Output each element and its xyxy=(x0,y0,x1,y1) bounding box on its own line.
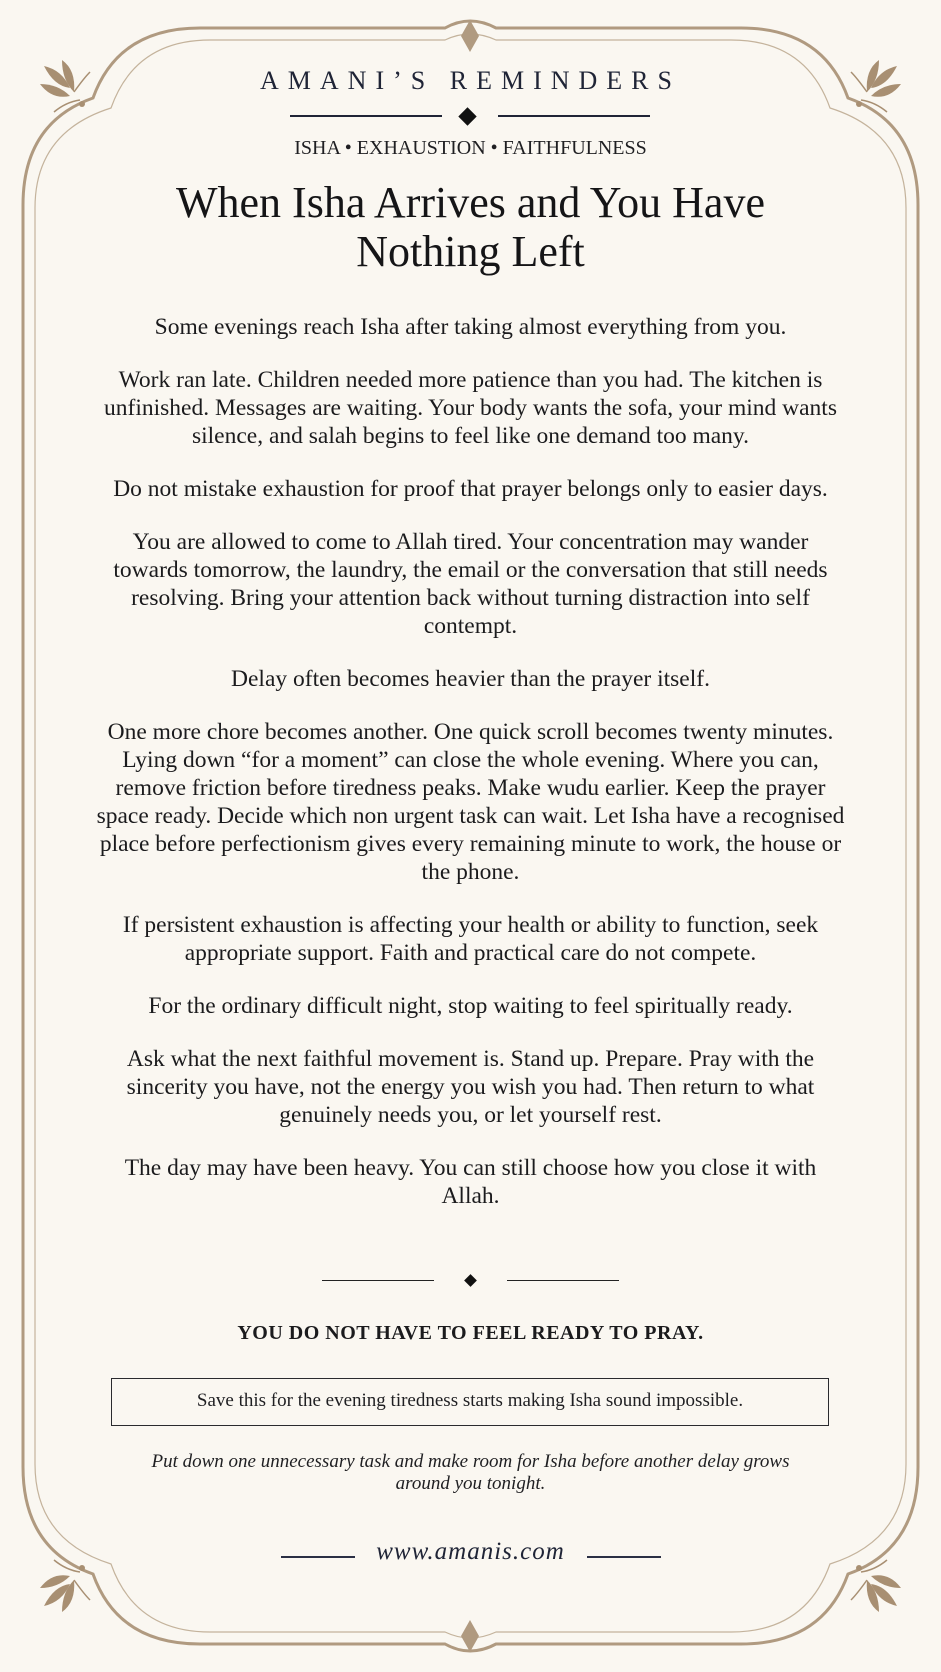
call-to-action: Put down one unnecessary task and make room for Isha before another delay grows around you tonight. xyxy=(151,1451,790,1494)
url-divider-right xyxy=(587,1556,661,1558)
paragraph: Do not mistake exhaustion for proof that prayer belongs only to easier days. xyxy=(113,476,828,502)
paragraph: Delay often becomes heavier than the prayer itself. xyxy=(231,666,710,692)
section-divider-right xyxy=(507,1280,619,1281)
key-statement: YOU DO NOT HAVE TO FEEL READY TO PRAY. xyxy=(237,1322,704,1344)
paragraph: The day may have been heavy. You can still choose how you close it with Allah. xyxy=(124,1155,817,1209)
article-body xyxy=(96,313,845,1235)
page-title: When Isha Arrives and You Have Nothing Left xyxy=(176,178,765,276)
brand-divider-right xyxy=(498,115,650,117)
paragraph: Work ran late. Children needed more patience than you had. The kitchen is unfinished. Messages are waiting. Your body wants the sofa, your mind wants silence, and salah begins to feel like one demand too many. xyxy=(104,367,837,449)
save-note-box: Save this for the evening tiredness starts making Isha sound impossible. xyxy=(111,1378,829,1426)
paragraph: Ask what the next faithful movement is. Stand up. Prepare. Pray with the sincerity you have, not the energy you wish you had. Then return to what genuinely needs you, or let yourself rest. xyxy=(126,1046,815,1128)
section-divider-left xyxy=(322,1280,434,1281)
bottom-finial-icon xyxy=(461,1620,479,1652)
corner-flourish-bottom-left-icon xyxy=(40,1560,90,1612)
paragraph: Some evenings reach Isha after taking almost everything from you. xyxy=(154,314,787,340)
website-link[interactable]: www.amanis.com xyxy=(376,1538,565,1565)
paragraph: If persistent exhaustion is affecting your health or ability to function, seek appropriate support. Faith and practical care do not compete. xyxy=(122,912,819,966)
paragraph: For the ordinary difficult night, stop waiting to feel spiritually ready. xyxy=(148,993,793,1019)
brand-divider-left xyxy=(290,115,442,117)
top-finial-icon xyxy=(461,20,479,52)
topic-tags: ISHA • EXHAUSTION • FAITHFULNESS xyxy=(294,137,647,159)
paragraph: You are allowed to come to Allah tired. Your concentration may wander towards tomorrow, the laundry, the email or the conversation that still needs resolving. Bring your attention back without turning distraction into self contempt. xyxy=(113,529,828,639)
brand-name: AMANI’S REMINDERS xyxy=(260,66,681,95)
corner-flourish-bottom-right-icon xyxy=(851,1560,901,1612)
paragraph: One more chore becomes another. One quick scroll becomes twenty minutes. Lying down “for a moment” can close the whole evening. Where you can, remove friction before tiredness peaks. Make wudu earlier. Keep the prayer space ready. Decide which non urgent task can wait. Let Isha have a recognised place before perfectionism gives every remaining minute to work, the house or the phone. xyxy=(96,719,845,885)
